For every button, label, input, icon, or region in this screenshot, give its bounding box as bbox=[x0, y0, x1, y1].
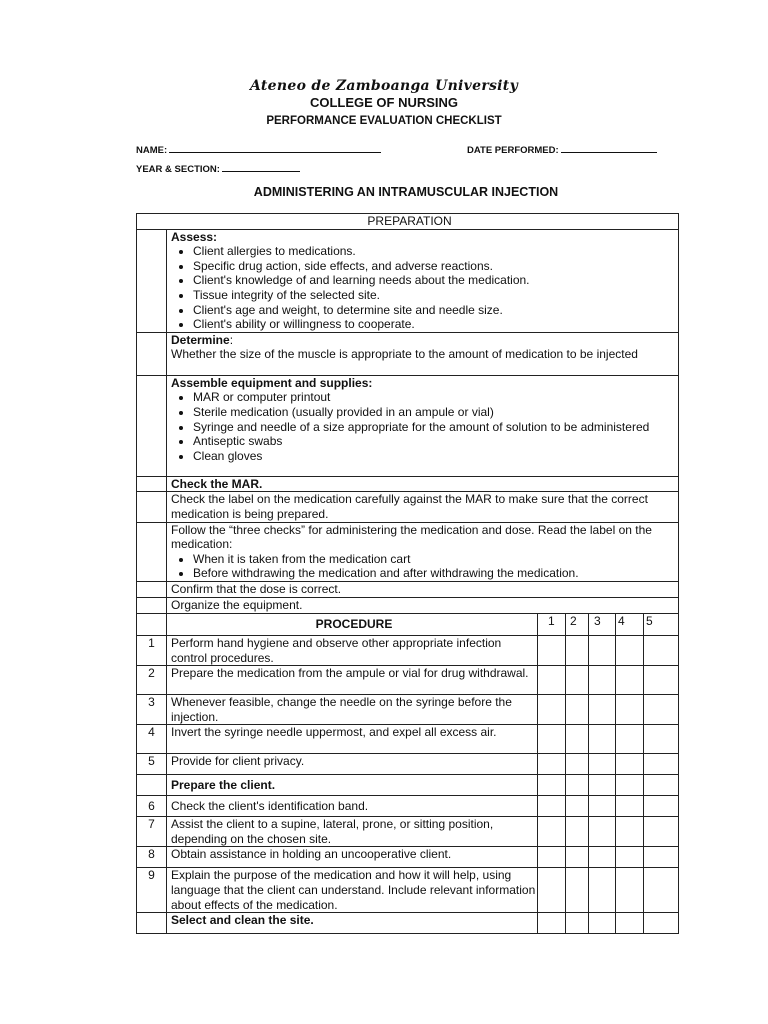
score-cell[interactable] bbox=[589, 695, 616, 725]
score-cell[interactable] bbox=[538, 913, 566, 934]
score-cell[interactable] bbox=[566, 754, 589, 775]
procedure-title: ADMINISTERING AN INTRAMUSCULAR INJECTION bbox=[253, 185, 559, 199]
determine-row bbox=[137, 332, 679, 375]
year-section-label: YEAR & SECTION: bbox=[136, 164, 220, 175]
list-item: • Client's knowledge of and learning needs about the medication. bbox=[193, 273, 678, 288]
three-checks-text: Follow the “three checks” for administering the medication and dose. Read the label on the medication: bbox=[171, 522, 652, 552]
assemble-row bbox=[137, 375, 679, 476]
table-row bbox=[137, 847, 679, 868]
date-line[interactable] bbox=[561, 143, 657, 153]
determine-text: Whether the size of the muscle is appropriate to the amount of medication to be injected bbox=[171, 347, 638, 362]
step-number: 6 bbox=[137, 796, 167, 817]
checkbox-cell[interactable] bbox=[137, 476, 167, 492]
score-cell[interactable] bbox=[538, 796, 566, 817]
step-number: 4 bbox=[137, 725, 167, 754]
score-cell[interactable] bbox=[589, 775, 616, 796]
score-cell[interactable] bbox=[589, 796, 616, 817]
section-heading-select-site: Select and clean the site. bbox=[167, 913, 538, 934]
score-column-header: 4 bbox=[616, 613, 644, 635]
step-number: 8 bbox=[137, 847, 167, 868]
score-cell[interactable] bbox=[538, 635, 566, 665]
score-cell[interactable] bbox=[538, 847, 566, 868]
score-cell[interactable] bbox=[589, 817, 616, 847]
score-cell[interactable] bbox=[644, 847, 679, 868]
checklist-table bbox=[136, 213, 679, 934]
score-column-header: 1 bbox=[538, 613, 566, 635]
name-label: NAME: bbox=[136, 145, 168, 156]
step-number bbox=[137, 775, 167, 796]
score-cell[interactable] bbox=[616, 695, 644, 725]
checklist-title: PERFORMANCE EVALUATION CHECKLIST bbox=[266, 115, 502, 127]
preparation-header-row bbox=[137, 214, 679, 230]
step-number: 2 bbox=[137, 666, 167, 695]
table-row bbox=[137, 775, 679, 796]
score-cell[interactable] bbox=[538, 725, 566, 754]
score-column-header: 5 bbox=[644, 613, 679, 635]
checkbox-cell[interactable] bbox=[137, 332, 167, 375]
score-cell[interactable] bbox=[616, 635, 644, 665]
step-number: 7 bbox=[137, 817, 167, 847]
check-label-cell: Check the label on the medication carefully against the MAR to make sure that the correct medication is being prepared. bbox=[167, 492, 679, 522]
list-item: • Clean gloves bbox=[193, 449, 678, 464]
score-cell[interactable] bbox=[644, 913, 679, 934]
score-cell[interactable] bbox=[616, 913, 644, 934]
check-mar-row bbox=[137, 476, 679, 492]
score-cell[interactable] bbox=[538, 695, 566, 725]
table-row bbox=[137, 868, 679, 913]
step-number: 5 bbox=[137, 754, 167, 775]
section-heading-prepare-client: Prepare the client. bbox=[167, 775, 538, 796]
list-item: • Client's age and weight, to determine site and needle size. bbox=[193, 303, 678, 318]
score-cell[interactable] bbox=[589, 847, 616, 868]
score-cell[interactable] bbox=[616, 796, 644, 817]
step-text: Check the client's identification band. bbox=[167, 796, 538, 817]
confirm-row bbox=[137, 581, 679, 597]
step-number bbox=[137, 913, 167, 934]
check-label-row bbox=[137, 492, 679, 522]
list-item: • Sterile medication (usually provided in an ampule or vial) bbox=[193, 405, 678, 420]
score-cell[interactable] bbox=[538, 754, 566, 775]
score-cell[interactable] bbox=[566, 695, 589, 725]
checkbox-cell[interactable] bbox=[137, 597, 167, 613]
assess-list bbox=[171, 244, 678, 332]
table-row bbox=[137, 913, 679, 934]
year-section-field[interactable] bbox=[136, 162, 300, 175]
step-number: 3 bbox=[137, 695, 167, 725]
score-cell[interactable] bbox=[566, 868, 589, 913]
table-row bbox=[137, 754, 679, 775]
checkbox-cell[interactable] bbox=[137, 522, 167, 581]
determine-label: Determine bbox=[171, 332, 230, 347]
university-name: Ateneo de Zamboanga University bbox=[250, 78, 518, 94]
score-cell[interactable] bbox=[589, 635, 616, 665]
step-text: Explain the purpose of the medication and how it will help, using language that the client can understand. Include relevant information about effects of the medication. bbox=[167, 868, 538, 913]
score-cell[interactable] bbox=[644, 775, 679, 796]
score-column-header: 3 bbox=[589, 613, 616, 635]
score-cell[interactable] bbox=[616, 775, 644, 796]
score-cell[interactable] bbox=[538, 817, 566, 847]
determine-colon: : bbox=[229, 332, 234, 347]
score-cell[interactable] bbox=[589, 868, 616, 913]
three-checks-row bbox=[137, 522, 679, 581]
score-cell[interactable] bbox=[644, 817, 679, 847]
score-cell[interactable] bbox=[644, 635, 679, 665]
checkbox-cell[interactable] bbox=[137, 229, 167, 332]
assemble-cell bbox=[167, 375, 679, 476]
checkbox-cell[interactable] bbox=[137, 581, 167, 597]
step-text: Assist the client to a supine, lateral, prone, or sitting position, depending on the chosen site. bbox=[167, 817, 538, 847]
assess-cell bbox=[167, 229, 679, 332]
score-cell[interactable] bbox=[616, 666, 644, 695]
score-cell[interactable] bbox=[589, 666, 616, 695]
score-cell[interactable] bbox=[589, 725, 616, 754]
score-cell[interactable] bbox=[566, 666, 589, 695]
year-section-line[interactable] bbox=[222, 162, 300, 172]
step-text: Perform hand hygiene and observe other appropriate infection control procedures. bbox=[167, 635, 538, 665]
procedure-header-row bbox=[137, 613, 679, 635]
assess-label: Assess: bbox=[171, 229, 218, 244]
score-cell[interactable] bbox=[566, 796, 589, 817]
table-row bbox=[137, 666, 679, 695]
score-cell[interactable] bbox=[644, 695, 679, 725]
college-name: COLLEGE OF NURSING bbox=[309, 95, 459, 110]
score-cell[interactable] bbox=[644, 666, 679, 695]
assemble-list bbox=[171, 390, 678, 463]
step-text: Provide for client privacy. bbox=[167, 754, 538, 775]
assess-row bbox=[137, 229, 679, 332]
score-cell[interactable] bbox=[566, 817, 589, 847]
check-mar-cell: Check the MAR. bbox=[167, 476, 679, 492]
step-text: Obtain assistance in holding an uncooperative client. bbox=[167, 847, 538, 868]
list-item: • When it is taken from the medication cart bbox=[193, 552, 678, 567]
name-line[interactable] bbox=[169, 143, 381, 153]
date-field[interactable] bbox=[467, 143, 657, 156]
score-cell[interactable] bbox=[644, 796, 679, 817]
three-checks-cell bbox=[167, 522, 679, 581]
list-item: • Tissue integrity of the selected site. bbox=[193, 288, 678, 303]
procedure-header: PROCEDURE bbox=[167, 613, 538, 635]
score-cell[interactable] bbox=[616, 868, 644, 913]
list-item: • Client's ability or willingness to cooperate. bbox=[193, 317, 678, 332]
score-column-header: 2 bbox=[566, 613, 589, 635]
assemble-label: Assemble equipment and supplies: bbox=[171, 375, 373, 390]
date-label: DATE PERFORMED: bbox=[467, 145, 559, 156]
score-cell[interactable] bbox=[538, 666, 566, 695]
score-cell[interactable] bbox=[566, 775, 589, 796]
table-row bbox=[137, 817, 679, 847]
score-cell[interactable] bbox=[566, 725, 589, 754]
table-row bbox=[137, 695, 679, 725]
step-text: Whenever feasible, change the needle on the syringe before the injection. bbox=[167, 695, 538, 725]
score-cell[interactable] bbox=[616, 754, 644, 775]
three-checks-list bbox=[171, 552, 678, 581]
score-cell[interactable] bbox=[566, 847, 589, 868]
score-cell[interactable] bbox=[589, 754, 616, 775]
list-item: • Syringe and needle of a size appropriate for the amount of solution to be administered bbox=[193, 420, 678, 435]
score-cell[interactable] bbox=[538, 868, 566, 913]
list-item: • Antiseptic swabs bbox=[193, 434, 678, 449]
list-item: • Specific drug action, side effects, and adverse reactions. bbox=[193, 259, 678, 274]
step-text: Prepare the medication from the ampule or vial for drug withdrawal. bbox=[167, 666, 538, 695]
score-cell[interactable] bbox=[616, 847, 644, 868]
list-item: • Before withdrawing the medication and after withdrawing the medication. bbox=[193, 566, 678, 581]
organize-row bbox=[137, 597, 679, 613]
table-row bbox=[137, 796, 679, 817]
checkbox-cell[interactable] bbox=[137, 375, 167, 476]
preparation-header: PREPARATION bbox=[137, 214, 679, 230]
table-row bbox=[137, 635, 679, 665]
list-item: • MAR or computer printout bbox=[193, 390, 678, 405]
list-item: • Client allergies to medications. bbox=[193, 244, 678, 259]
determine-cell bbox=[167, 332, 679, 375]
checkbox-cell[interactable] bbox=[137, 492, 167, 522]
score-cell[interactable] bbox=[566, 913, 589, 934]
organize-cell: Organize the equipment. bbox=[167, 597, 679, 613]
score-cell[interactable] bbox=[616, 725, 644, 754]
table-row bbox=[137, 725, 679, 754]
score-cell[interactable] bbox=[644, 868, 679, 913]
score-cell[interactable] bbox=[566, 635, 589, 665]
score-cell[interactable] bbox=[589, 913, 616, 934]
confirm-cell: Confirm that the dose is correct. bbox=[167, 581, 679, 597]
score-cell[interactable] bbox=[538, 775, 566, 796]
score-cell[interactable] bbox=[644, 725, 679, 754]
name-field[interactable] bbox=[136, 143, 381, 156]
step-text: Invert the syringe needle uppermost, and expel all excess air. bbox=[167, 725, 538, 754]
score-cell[interactable] bbox=[616, 817, 644, 847]
number-cell bbox=[137, 613, 167, 635]
score-cell[interactable] bbox=[644, 754, 679, 775]
step-number: 9 bbox=[137, 868, 167, 913]
step-number: 1 bbox=[137, 635, 167, 665]
